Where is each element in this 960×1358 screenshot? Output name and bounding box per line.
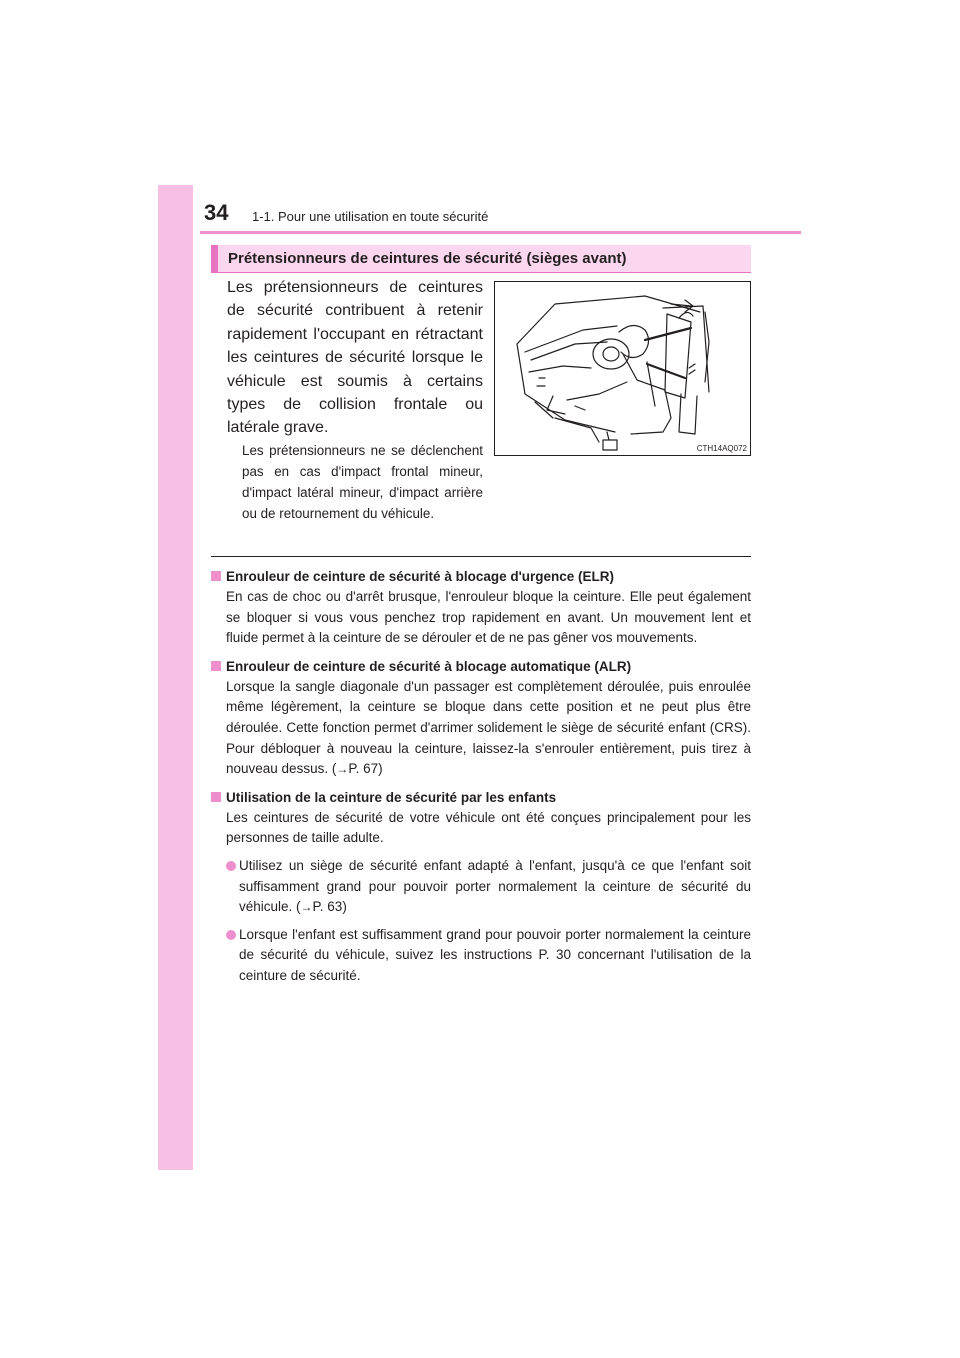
subheading-children: Utilisation de la ceinture de sécurité par les enfants [211,787,751,808]
page-number: 34 [204,200,229,225]
figure-code: CTH14AQ072 [696,444,747,453]
subheading-elr: Enrouleur de ceinture de sécurité à blocage d'urgence (ELR) [211,566,751,587]
circle-bullet-icon [226,861,236,871]
square-bullet-icon [211,661,221,671]
side-band [158,185,193,1170]
car-interior-drawing [495,282,750,455]
arrow-icon: → [336,762,349,777]
pretensioner-illustration [494,281,751,456]
section-heading-rule [211,272,751,273]
info-content [211,566,751,994]
circle-bullet-icon [226,930,236,940]
header-rule [200,231,801,234]
section-heading [211,245,751,272]
page-reference: P. 63) [312,899,347,915]
section-divider [211,556,751,557]
children-text: Les ceintures de sécurité de votre véhicule ont été conçues principalement pour les personnes de taille adulte. [226,809,751,846]
section-title: Prétensionneurs de ceintures de sécurité (sièges avant) [228,250,627,267]
list-item: Utilisez un siège de sécurité enfant adapté à l'enfant, jusqu'à ce que l'enfant soit suffisamment grand pour pouvoir porter normalement la ceinture de sécurité du véhicule. (→P. 63) [226,856,751,918]
subheading-alr: Enrouleur de ceinture de sécurité à blocage automatique (ALR) [211,656,751,677]
square-bullet-icon [211,792,221,802]
list-item: Lorsque l'enfant est suffisamment grand pour pouvoir porter normalement la ceinture de sécurité du véhicule, suivez les instructions P. 30 concernant l'utilisation de la ceinture de sécurité. [226,925,751,987]
square-bullet-icon [211,571,221,581]
elr-text: En cas de choc ou d'arrêt brusque, l'enrouleur bloque la ceinture. Elle peut également se bloquer si vous vous penchez trop rapidement en avant. Un mouvement lent et fluide permet à la ceinture de se dérouler et de ne pas gêner vos mouvements. [226,589,751,646]
arrow-icon: → [300,900,313,915]
page-reference: P. 67) [348,761,383,777]
alr-text: Lorsque la sangle diagonale d'un passager est complètement déroulée, puis enroulée même légèrement, la ceinture se bloque dans cette position et ne peut plus être déroulée. Cette fonction permet d'arrimer solidement le siège de sécurité enfant (CRS). Pour débloquer à nouveau la ceinture, laissez-la s'enrouler entièrement, puis tirez à nouveau dessus. (→P. 67) [226,678,751,777]
running-head: 1-1. Pour une utilisation en toute sécurité [252,209,489,224]
intro-paragraph: Les prétensionneurs de ceintures de sécurité contribuent à retenir rapidement l'occupant en rétractant les ceintures de sécurité lorsque le véhicule est soumis à certains types de collision frontale ou latérale grave. [227,279,483,437]
note-paragraph: Les prétensionneurs ne se déclenchent pas en cas d'impact frontal mineur, d'impact latéral mineur, d'impact arrière ou de retournement du véhicule. [242,443,483,521]
